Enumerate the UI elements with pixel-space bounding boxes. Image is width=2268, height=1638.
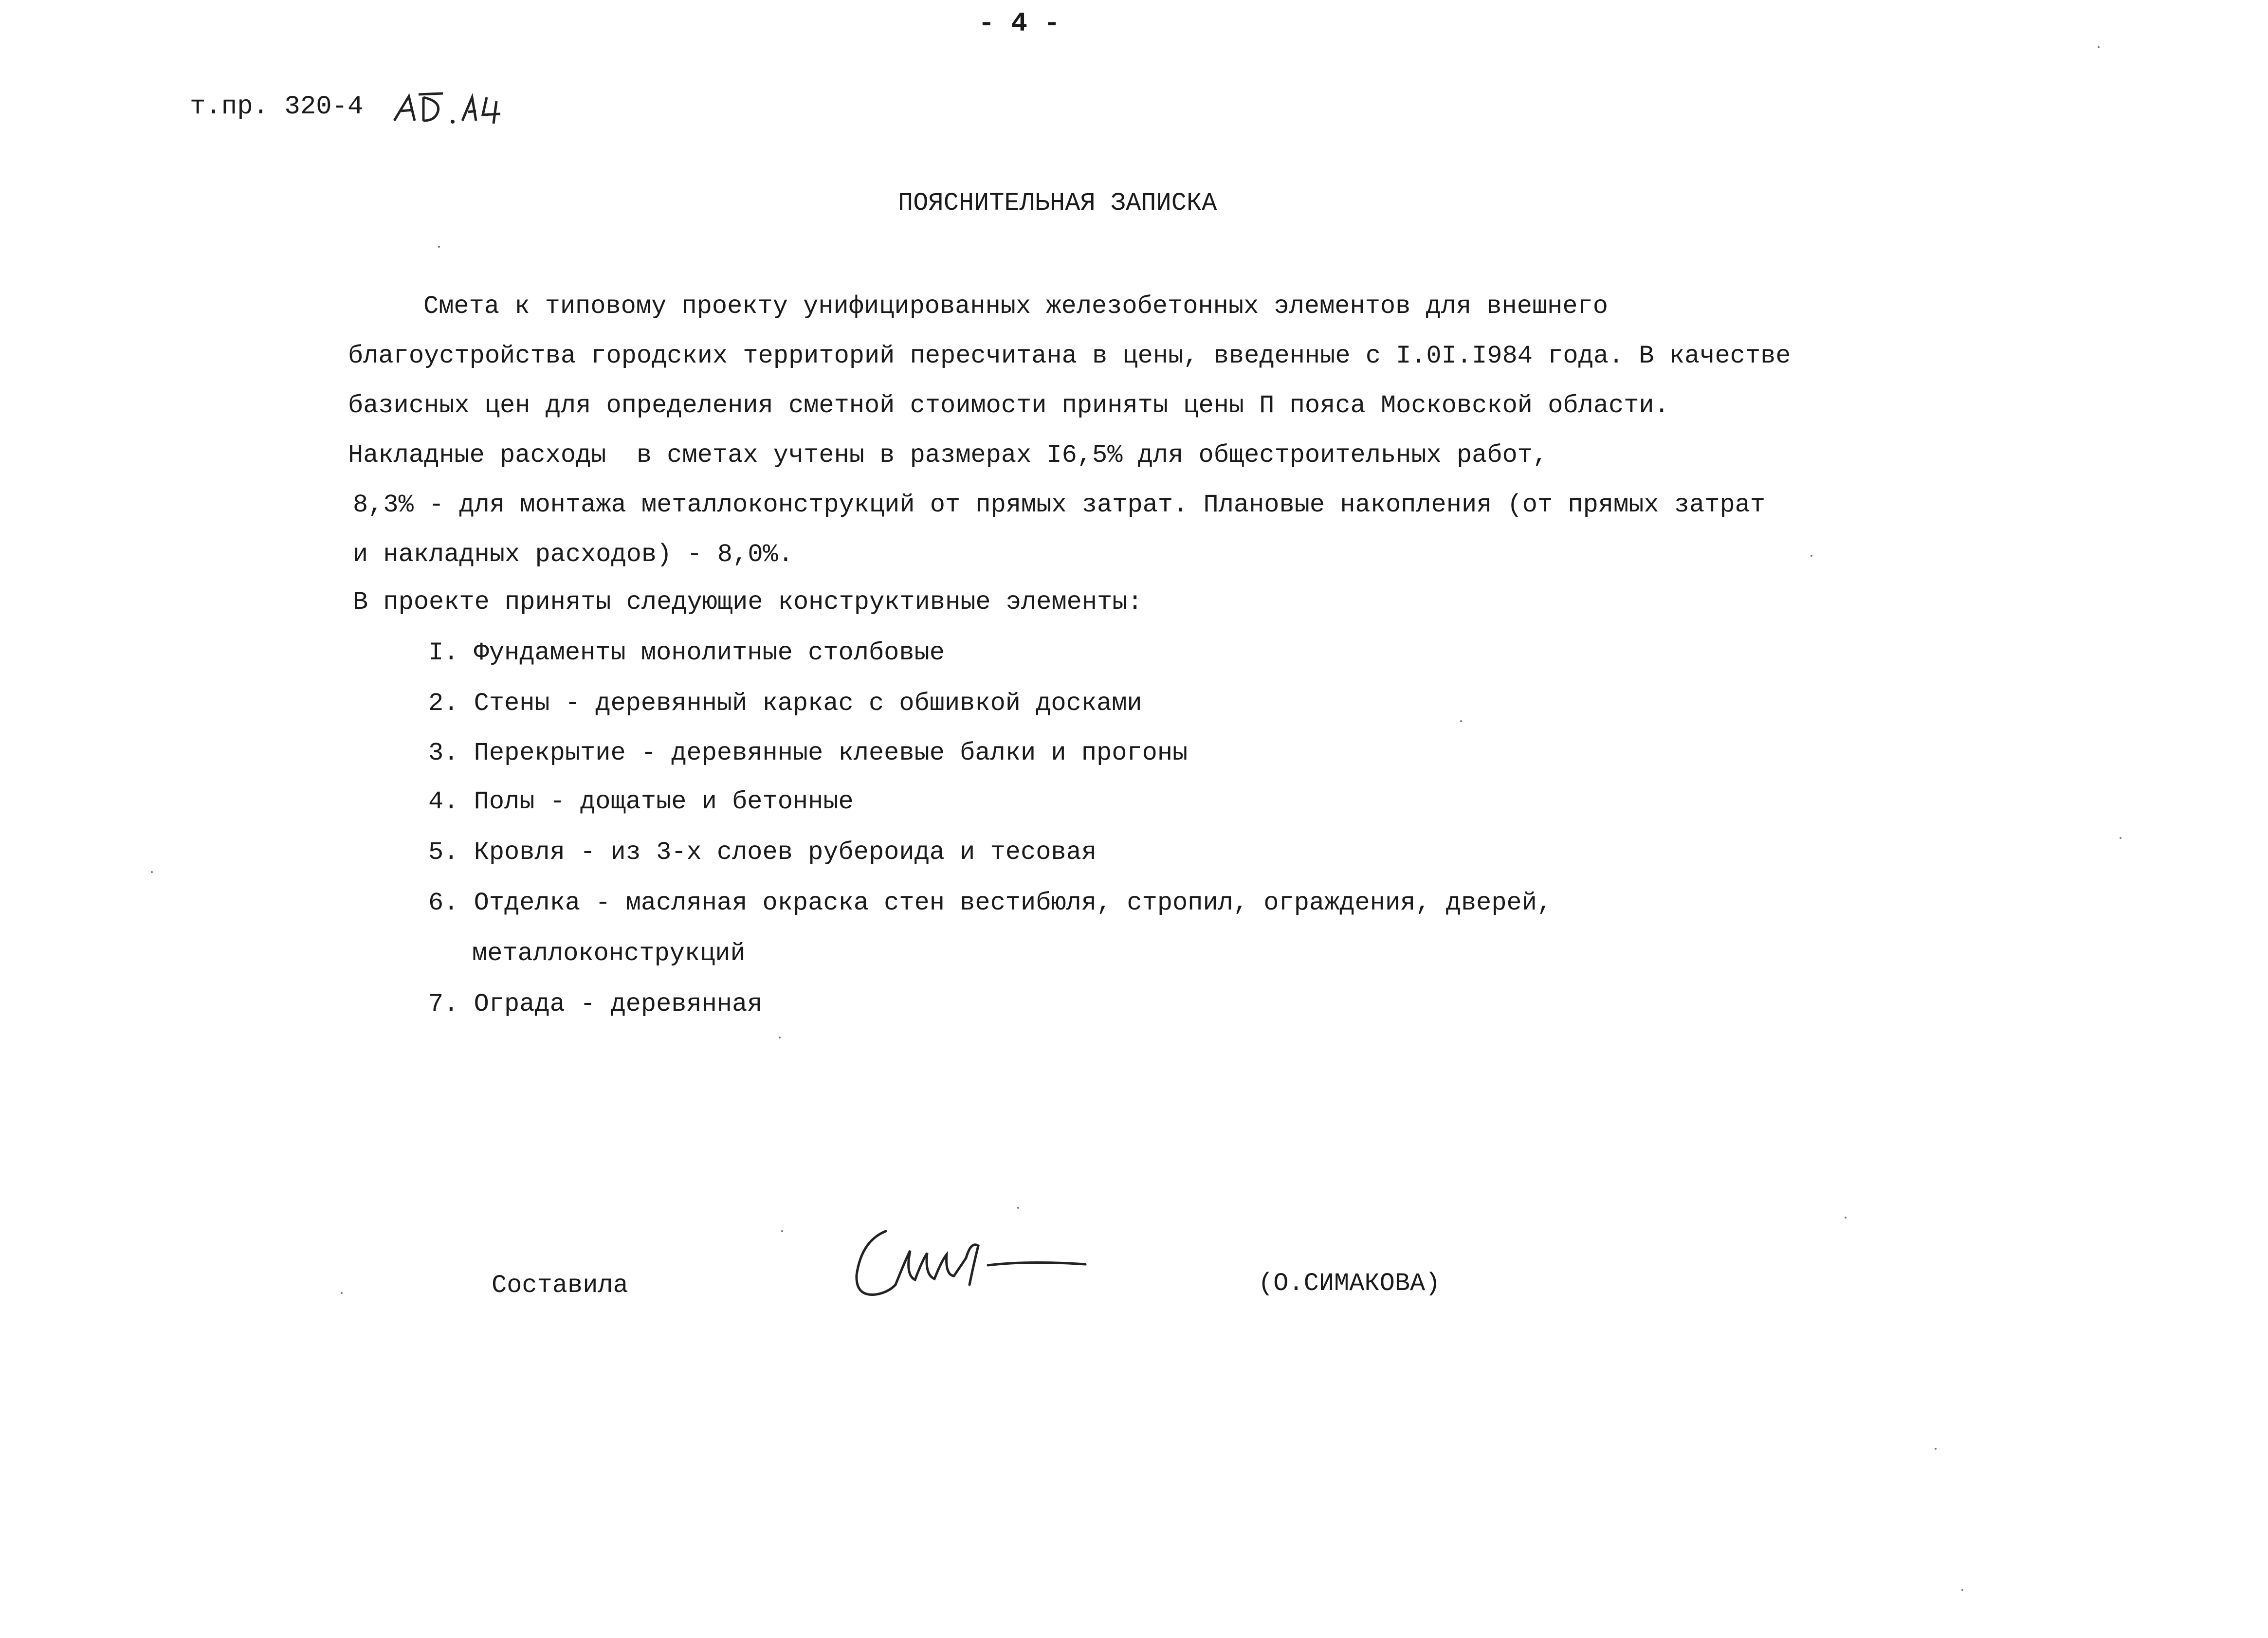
- list-item: 3. Перекрытие - деревянные клеевые балки и прогоны: [428, 739, 1188, 767]
- scan-speck: [1961, 1589, 1963, 1591]
- paragraph-line: В проекте приняты следующие конструктивные элементы:: [353, 588, 1143, 617]
- signature-label: Составила: [492, 1271, 628, 1300]
- page-number: - 4 -: [978, 8, 1061, 39]
- handwritten-ref-mark: [389, 87, 506, 130]
- document-title: ПОЯСНИТЕЛЬНАЯ ЗАПИСКА: [898, 189, 1217, 218]
- scan-speck: [1017, 1207, 1019, 1209]
- paragraph-line: 8,3% - для монтажа металлоконструкций от прямых затрат. Плановые накопления (от прямых затрат: [353, 491, 1766, 519]
- scan-speck: [1811, 555, 1812, 557]
- paragraph-line: благоустройства городских территорий пересчитана в цены, введенные с I.0I.I984 года. В качестве: [348, 342, 1791, 370]
- list-item: 2. Стены - деревянный каркас с обшивкой досками: [428, 689, 1142, 718]
- scan-speck: [438, 246, 440, 248]
- paragraph-line: и накладных расходов) - 8,0%.: [353, 540, 793, 569]
- scan-speck: [2098, 46, 2100, 48]
- list-item: 5. Кровля - из 3-х слоев рубероида и тесовая: [428, 838, 1097, 867]
- scan-speck: [2120, 837, 2122, 839]
- paragraph-line: Накладные расходы в сметах учтены в размерах I6,5% для общестроительных работ,: [348, 441, 1548, 470]
- scan-speck: [781, 1230, 783, 1232]
- handwritten-signature: [842, 1212, 1095, 1314]
- list-item: 6. Отделка - масляная окраска стен вестибюля, стропил, ограждения, дверей,: [428, 889, 1553, 917]
- list-item: I. Фундаменты монолитные столбовые: [428, 638, 945, 667]
- paragraph-line: базисных цен для определения сметной стоимости приняты цены П пояса Московской области.: [348, 391, 1669, 420]
- project-ref-code: т.пр. 320-4: [190, 92, 364, 122]
- signer-name: (О.СИМАКОВА): [1258, 1269, 1441, 1298]
- paragraph-line: Смета к типовому проекту унифицированных железобетонных элементов для внешнего: [423, 292, 1608, 321]
- scan-speck: [151, 871, 153, 873]
- scan-speck: [1845, 1217, 1847, 1219]
- list-item: 4. Полы - дощатые и бетонные: [428, 787, 854, 816]
- list-item: 7. Ограда - деревянная: [428, 990, 763, 1019]
- scan-speck: [341, 1292, 343, 1294]
- scan-speck: [1460, 720, 1462, 722]
- list-item-continuation: металлоконструкций: [472, 939, 746, 968]
- scan-speck: [1935, 1448, 1937, 1450]
- scan-speck: [779, 1037, 781, 1038]
